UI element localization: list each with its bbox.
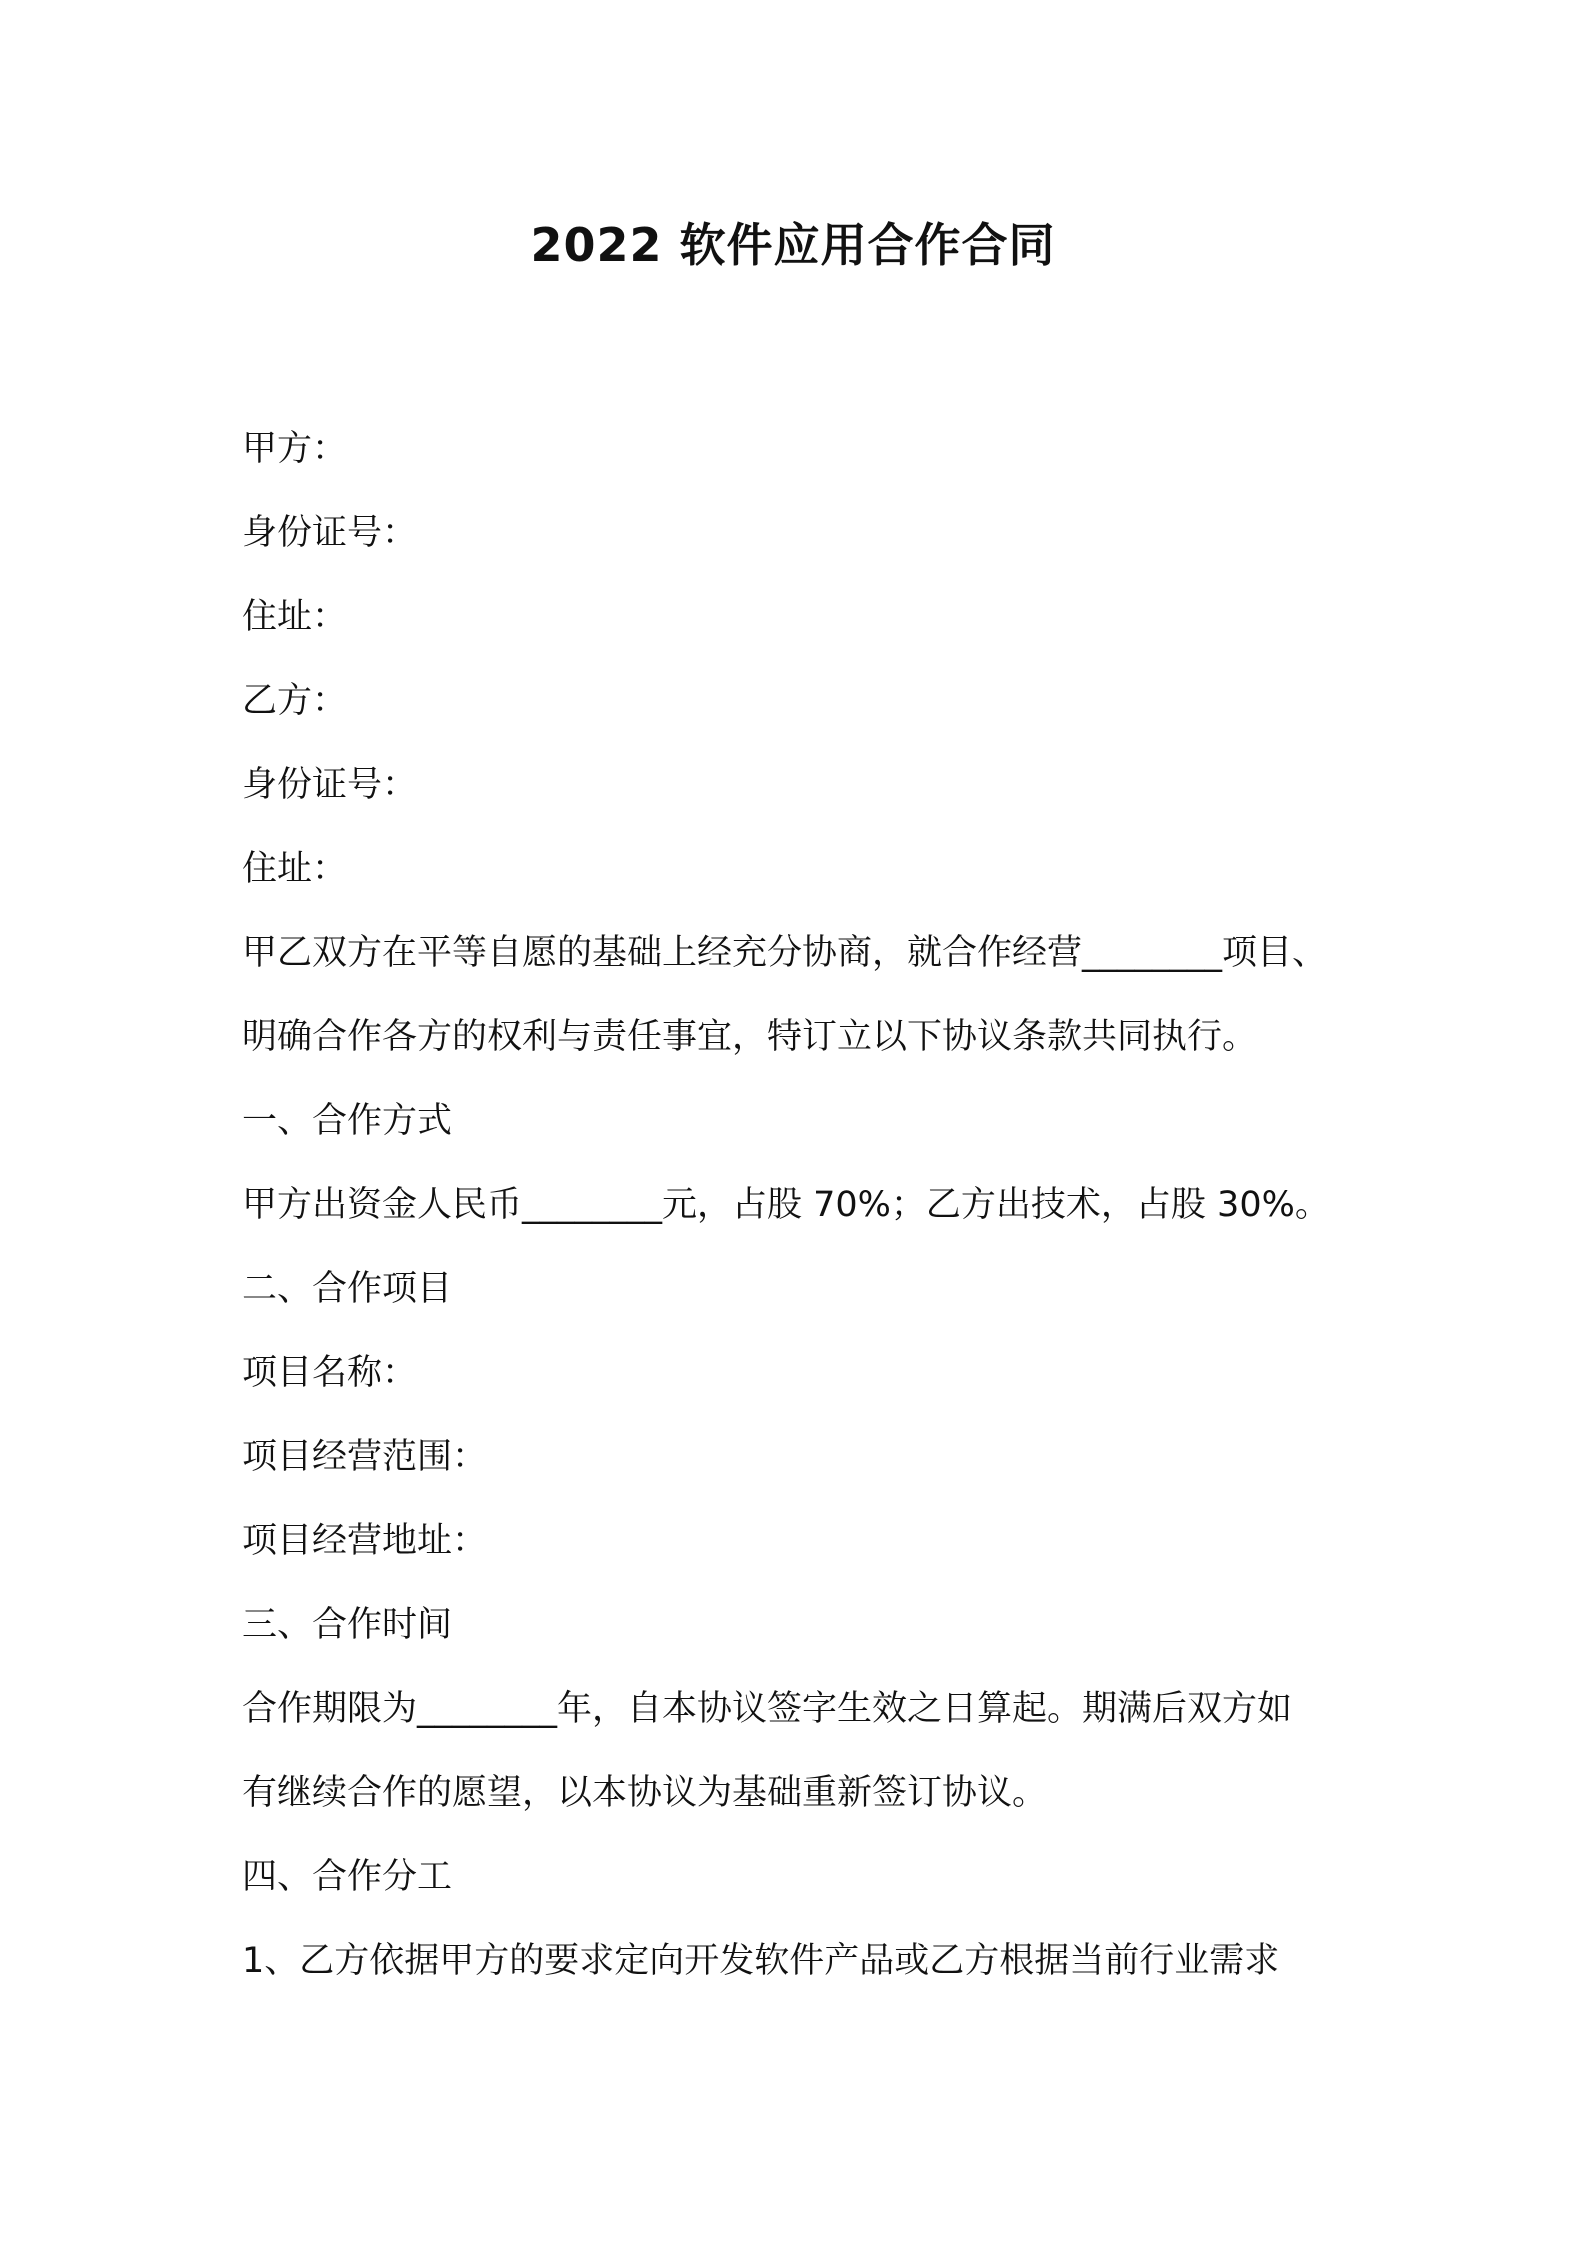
- project-address-label: 项目经营地址：: [242, 1521, 488, 1561]
- cooperation-time-line-2: 有继续合作的愿望，以本协议为基础重新签订协议。: [242, 1773, 1048, 1813]
- party-a-id-label: 身份证号：: [242, 513, 418, 553]
- cooperation-method-text: 甲方出资金人民币________元，占股 70%；乙方出技术，占股 30%。: [242, 1185, 1330, 1225]
- preamble-line-2: 明确合作各方的权利与责任事宜，特订立以下协议条款共同执行。: [242, 1017, 1258, 1057]
- project-scope-label: 项目经营范围：: [242, 1437, 488, 1477]
- preamble-line-1: 甲乙双方在平等自愿的基础上经充分协商，就合作经营________项目、: [242, 933, 1328, 973]
- document-title: 2022 软件应用合作合同: [530, 218, 1056, 272]
- party-b-address-label: 住址：: [242, 849, 348, 889]
- document-body: [242, 407, 1402, 2003]
- cooperation-time-line-1: 合作期限为________年，自本协议签字生效之日算起。期满后双方如: [242, 1689, 1293, 1729]
- section-heading-cooperation-method: 一、合作方式: [242, 1101, 453, 1141]
- party-a-label: 甲方：: [242, 429, 348, 469]
- section-heading-division-of-labor: 四、合作分工: [242, 1857, 453, 1897]
- division-of-labor-item-1: 1、乙方依据甲方的要求定向开发软件产品或乙方根据当前行业需求: [242, 1941, 1280, 1981]
- section-heading-cooperation-time: 三、合作时间: [242, 1605, 453, 1645]
- project-name-label: 项目名称：: [242, 1353, 418, 1393]
- party-b-label: 乙方：: [242, 681, 348, 721]
- party-a-address-label: 住址：: [242, 597, 348, 637]
- section-heading-cooperation-project: 二、合作项目: [242, 1269, 453, 1309]
- party-b-id-label: 身份证号：: [242, 765, 418, 805]
